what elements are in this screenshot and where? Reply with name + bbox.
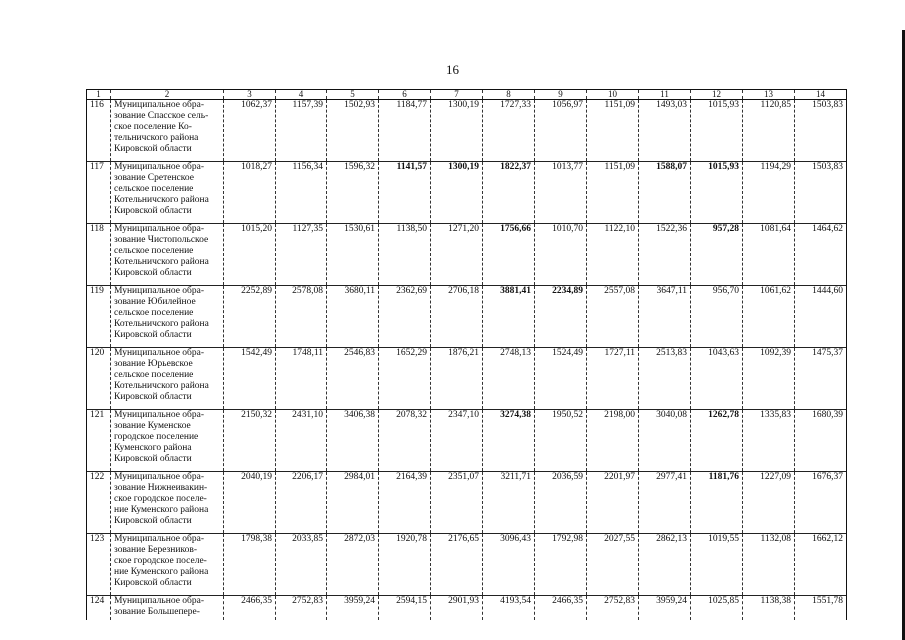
value-cell-col-12: 1019,55 <box>691 534 743 596</box>
column-header-13: 13 <box>743 90 795 100</box>
value-cell-col-13: 1194,29 <box>743 162 795 224</box>
table-row <box>87 596 847 621</box>
value-cell-col-14: 1662,12 <box>795 534 847 596</box>
value-cell-col-9: 1056,97 <box>535 100 587 162</box>
column-header-7: 7 <box>431 90 483 100</box>
value-cell-col-14: 1444,60 <box>795 286 847 348</box>
column-header-9: 9 <box>535 90 587 100</box>
column-header-10: 10 <box>587 90 639 100</box>
value-cell-col-4: 1748,11 <box>276 348 327 410</box>
column-header-12: 12 <box>691 90 743 100</box>
value-cell-col-7: 2706,18 <box>431 286 483 348</box>
value-cell-col-7: 2347,10 <box>431 410 483 472</box>
value-cell-col-3: 1798,38 <box>224 534 276 596</box>
value-cell-col-9: 1013,77 <box>535 162 587 224</box>
column-header-5: 5 <box>327 90 379 100</box>
value-cell-col-8: 3211,71 <box>483 472 535 534</box>
value-cell-col-4: 2752,83 <box>276 596 327 621</box>
table-row <box>87 162 847 224</box>
value-cell-col-3: 1542,49 <box>224 348 276 410</box>
value-cell-col-11: 3647,11 <box>639 286 691 348</box>
value-cell-col-5: 3959,24 <box>327 596 379 621</box>
column-header-2: 2 <box>111 90 224 100</box>
table-row <box>87 286 847 348</box>
value-cell-col-13: 1138,38 <box>743 596 795 621</box>
table-row <box>87 534 847 596</box>
value-cell-col-5: 1502,93 <box>327 100 379 162</box>
value-cell-col-12: 956,70 <box>691 286 743 348</box>
value-cell-col-13: 1061,62 <box>743 286 795 348</box>
table-row <box>87 100 847 162</box>
value-cell-col-14: 1503,83 <box>795 100 847 162</box>
value-cell-col-13: 1120,85 <box>743 100 795 162</box>
value-cell-col-8: 4193,54 <box>483 596 535 621</box>
value-cell-col-5: 2984,01 <box>327 472 379 534</box>
value-cell-col-13: 1092,39 <box>743 348 795 410</box>
value-cell-col-6: 1652,29 <box>379 348 431 410</box>
value-cell-col-8: 3096,43 <box>483 534 535 596</box>
value-cell-col-9: 2466,35 <box>535 596 587 621</box>
table-row <box>87 224 847 286</box>
value-cell-col-8: 1822,37 <box>483 162 535 224</box>
value-cell-col-14: 1464,62 <box>795 224 847 286</box>
value-cell-col-9: 1950,52 <box>535 410 587 472</box>
value-cell-col-11: 2862,13 <box>639 534 691 596</box>
value-cell-col-11: 3959,24 <box>639 596 691 621</box>
table-body <box>87 100 847 621</box>
value-cell-col-12: 1181,76 <box>691 472 743 534</box>
value-cell-col-11: 1522,36 <box>639 224 691 286</box>
value-cell-col-6: 2594,15 <box>379 596 431 621</box>
value-cell-col-11: 2513,83 <box>639 348 691 410</box>
value-cell-col-8: 1727,33 <box>483 100 535 162</box>
table-row <box>87 410 847 472</box>
value-cell-col-6: 2362,69 <box>379 286 431 348</box>
value-cell-col-5: 3406,38 <box>327 410 379 472</box>
value-cell-col-3: 2150,32 <box>224 410 276 472</box>
value-cell-col-9: 1792,98 <box>535 534 587 596</box>
value-cell-col-5: 2546,83 <box>327 348 379 410</box>
value-cell-col-5: 3680,11 <box>327 286 379 348</box>
value-cell-col-10: 1727,11 <box>587 348 639 410</box>
value-cell-col-13: 1132,08 <box>743 534 795 596</box>
value-cell-col-11: 1588,07 <box>639 162 691 224</box>
column-header-8: 8 <box>483 90 535 100</box>
value-cell-col-7: 1300,19 <box>431 162 483 224</box>
value-cell-col-4: 1156,34 <box>276 162 327 224</box>
value-cell-col-3: 1062,37 <box>224 100 276 162</box>
value-cell-col-7: 2351,07 <box>431 472 483 534</box>
value-cell-col-7: 2901,93 <box>431 596 483 621</box>
value-cell-col-10: 1151,09 <box>587 100 639 162</box>
value-cell-col-14: 1676,37 <box>795 472 847 534</box>
value-cell-col-3: 1015,20 <box>224 224 276 286</box>
value-cell-col-13: 1081,64 <box>743 224 795 286</box>
page-number: 16 <box>446 62 459 77</box>
value-cell-col-13: 1227,09 <box>743 472 795 534</box>
value-cell-col-4: 2033,85 <box>276 534 327 596</box>
value-cell-col-10: 2752,83 <box>587 596 639 621</box>
row-number-cell: 121 <box>87 410 111 472</box>
value-cell-col-6: 1141,57 <box>379 162 431 224</box>
column-header-3: 3 <box>224 90 276 100</box>
value-cell-col-3: 1018,27 <box>224 162 276 224</box>
value-cell-col-14: 1503,83 <box>795 162 847 224</box>
table-row <box>87 348 847 410</box>
header-row <box>87 90 847 100</box>
value-cell-col-8: 2748,13 <box>483 348 535 410</box>
data-table <box>86 89 847 620</box>
value-cell-col-5: 1596,32 <box>327 162 379 224</box>
value-cell-col-14: 1680,39 <box>795 410 847 472</box>
municipality-name-cell: Муниципальное обра- зование Юрьевское сельское поселение Котельничского района Кировской области <box>111 348 224 410</box>
row-number-cell: 117 <box>87 162 111 224</box>
value-cell-col-10: 1151,09 <box>587 162 639 224</box>
value-cell-col-4: 1127,35 <box>276 224 327 286</box>
value-cell-col-3: 2252,89 <box>224 286 276 348</box>
value-cell-col-10: 2198,00 <box>587 410 639 472</box>
value-cell-col-10: 2201,97 <box>587 472 639 534</box>
value-cell-col-7: 1876,21 <box>431 348 483 410</box>
value-cell-col-7: 2176,65 <box>431 534 483 596</box>
value-cell-col-4: 2431,10 <box>276 410 327 472</box>
column-header-6: 6 <box>379 90 431 100</box>
value-cell-col-10: 2027,55 <box>587 534 639 596</box>
column-header-4: 4 <box>276 90 327 100</box>
row-number-cell: 118 <box>87 224 111 286</box>
row-number-cell: 124 <box>87 596 111 621</box>
municipality-name-cell: Муниципальное обра- зование Большепере- <box>111 596 224 621</box>
value-cell-col-9: 2234,89 <box>535 286 587 348</box>
value-cell-col-10: 2557,08 <box>587 286 639 348</box>
value-cell-col-9: 1524,49 <box>535 348 587 410</box>
municipality-name-cell: Муниципальное обра- зование Спасское сель- ское поселение Ко- тельничского района Кировской области <box>111 100 224 162</box>
value-cell-col-12: 1025,85 <box>691 596 743 621</box>
value-cell-col-11: 3040,08 <box>639 410 691 472</box>
value-cell-col-12: 957,28 <box>691 224 743 286</box>
value-cell-col-6: 2164,39 <box>379 472 431 534</box>
municipality-name-cell: Муниципальное обра- зование Сретенское сельское поселение Котельничского района Кировской области <box>111 162 224 224</box>
value-cell-col-8: 3274,38 <box>483 410 535 472</box>
value-cell-col-4: 2578,08 <box>276 286 327 348</box>
value-cell-col-11: 1493,03 <box>639 100 691 162</box>
municipality-name-cell: Муниципальное обра- зование Нижнеивакин- ское городское поселе- ние Куменского района Кировской области <box>111 472 224 534</box>
value-cell-col-7: 1300,19 <box>431 100 483 162</box>
value-cell-col-14: 1551,78 <box>795 596 847 621</box>
municipality-name-cell: Муниципальное обра- зование Чистопольское сельское поселение Котельничского района Кировской области <box>111 224 224 286</box>
municipality-name-cell: Муниципальное обра- зование Березников- ское городское поселе- ние Куменского района Кировской области <box>111 534 224 596</box>
value-cell-col-6: 1138,50 <box>379 224 431 286</box>
value-cell-col-4: 1157,39 <box>276 100 327 162</box>
value-cell-col-6: 2078,32 <box>379 410 431 472</box>
value-cell-col-5: 2872,03 <box>327 534 379 596</box>
value-cell-col-8: 3881,41 <box>483 286 535 348</box>
row-number-cell: 116 <box>87 100 111 162</box>
value-cell-col-13: 1335,83 <box>743 410 795 472</box>
value-cell-col-12: 1015,93 <box>691 162 743 224</box>
value-cell-col-3: 2466,35 <box>224 596 276 621</box>
column-header-1: 1 <box>87 90 111 100</box>
row-number-cell: 122 <box>87 472 111 534</box>
value-cell-col-12: 1262,78 <box>691 410 743 472</box>
value-cell-col-9: 2036,59 <box>535 472 587 534</box>
municipality-name-cell: Муниципальное обра- зование Юбилейное сельское поселение Котельничского района Кировской области <box>111 286 224 348</box>
value-cell-col-12: 1015,93 <box>691 100 743 162</box>
value-cell-col-5: 1530,61 <box>327 224 379 286</box>
value-cell-col-6: 1920,78 <box>379 534 431 596</box>
value-cell-col-4: 2206,17 <box>276 472 327 534</box>
row-number-cell: 120 <box>87 348 111 410</box>
column-header-11: 11 <box>639 90 691 100</box>
value-cell-col-10: 1122,10 <box>587 224 639 286</box>
row-number-cell: 119 <box>87 286 111 348</box>
value-cell-col-14: 1475,37 <box>795 348 847 410</box>
value-cell-col-11: 2977,41 <box>639 472 691 534</box>
row-number-cell: 123 <box>87 534 111 596</box>
municipality-name-cell: Муниципальное обра- зование Куменское городское поселение Куменского района Кировской области <box>111 410 224 472</box>
value-cell-col-8: 1756,66 <box>483 224 535 286</box>
value-cell-col-6: 1184,77 <box>379 100 431 162</box>
table-row <box>87 472 847 534</box>
value-cell-col-12: 1043,63 <box>691 348 743 410</box>
value-cell-col-9: 1010,70 <box>535 224 587 286</box>
value-cell-col-3: 2040,19 <box>224 472 276 534</box>
column-header-14: 14 <box>795 90 847 100</box>
value-cell-col-7: 1271,20 <box>431 224 483 286</box>
